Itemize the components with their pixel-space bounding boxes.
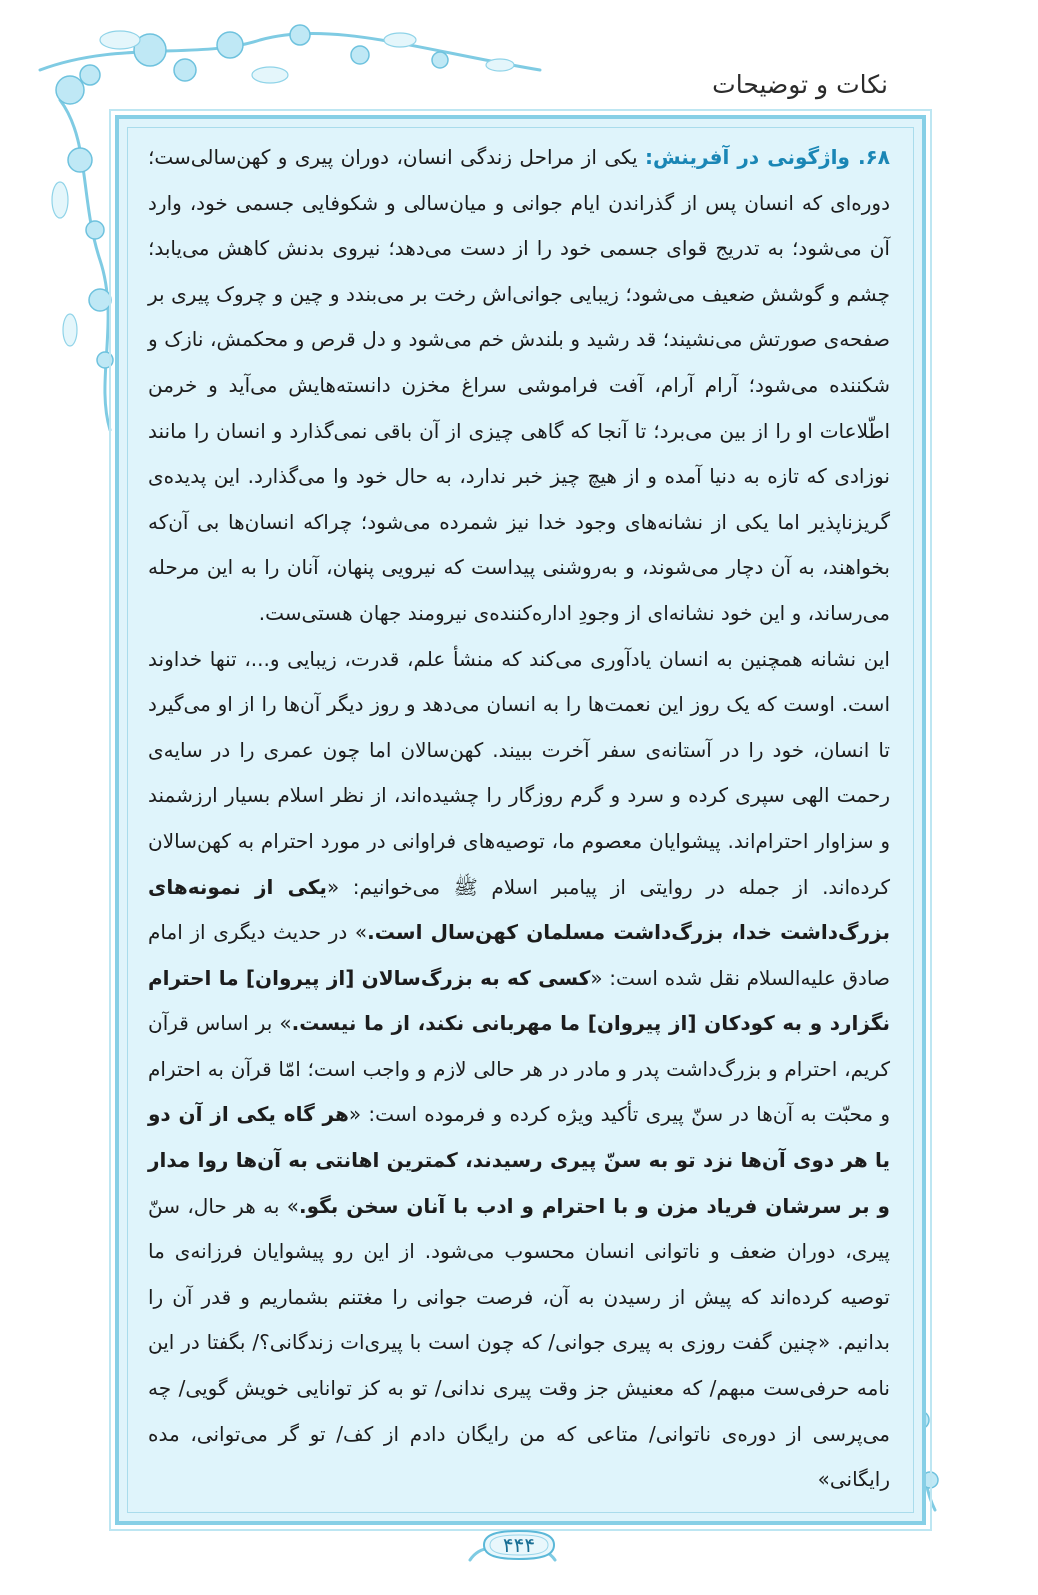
page-number: ۴۴۴ [502, 1533, 536, 1557]
note-paragraph-1 [148, 135, 890, 637]
hadith-quote-1: یکی از نمونه‌های بزرگ‌داشت خدا، بزرگ‌داشت مسلمان کهن‌سال است. [148, 874, 890, 945]
note-paragraph-1-text: یکی از مراحل زندگی انسان، دوران پیری و کهن‌سالی‌ست؛ دوره‌ای که انسان پس از گذراندن ایام جوانی و میان‌سالی و شکوفایی جسمی خود، وارد آن می‌شود؛ به تدریج قوای جسمی خود را از دست می‌دهد؛ نیروی بدنش کاهش می‌یابد؛ چشم و گوشش ضعیف می‌شود؛ زیبایی جوانی‌اش رخت بر می‌بندد و چین و چروک پیری بر صفحه‌ی صورتش می‌نشیند؛ قد رشید و بلندش خم می‌شود و دل قرص و محکمش، نازک و شکننده می‌شود؛ آرام آرام، آفت فراموشی سراغ مخزن دانسته‌هایش می‌آید و خرمن اطّلاعات او را از بین می‌برد؛ تا آنجا که گاهی چیزی از آن باقی نمی‌گذارد و انسان را مانند نوزادی که تازه به دنیا آمده و از هیچ چیز خبر ندارد، به حال خود وا می‌گذارد. این پدیده‌ی گریزناپذیر اما یکی از نشانه‌های وجود خدا نیز شمرده می‌شود؛ چراکه انسان‌ها بی آن‌که بخواهند، به آن دچار می‌شوند، و به‌روشنی پیداست که نیرویی پنهان، آنان را به این مرحله می‌رساند، و این خود نشانه‌ای از وجودِ اداره‌کننده‌ی نیرومند جهان هستی‌ست. [148, 145, 890, 625]
quran-quote: هر گاه یکی از آن دو یا هر دوی آن‌ها نزد تو به سنّ پیری رسیدند، کمترین اهانتی به آن‌ها روا مدار و بر سرشان فریاد مزن و با احترام و ادب با آنان سخن بگو. [148, 1102, 890, 1218]
note-paragraph-2-part-c: » در حدیث دیگری از امام صادق علیه‌السلام نقل شده است: « [148, 920, 890, 990]
hadith-quote-2: کسی که به بزرگ‌سالان [از پیروان] ما احترام نگزارد و به کودکان [از پیروان] ما مهربانی نکند، از ما نیست. [148, 965, 890, 1036]
note-content [148, 135, 890, 1503]
note-paragraph-2-part-e: » بر اساس قرآن کریم، احترام و بزرگ‌داشت پدر و مادر در هر حالی لازم و واجب است؛ امّا قرآن به احترام و محبّت به آن‌ها در سنّ پیری تأکید ویژه کرده و فرموده است: « [148, 1011, 891, 1127]
note-paragraph-2 [148, 637, 890, 1503]
note-paragraph-2-part-a: این نشانه همچنین به انسان یادآوری می‌کند که منشأ علم، قدرت، زیبایی و...، تنها خداوند است. اوست که یک روز این نعمت‌ها را به انسان می‌دهد و روز دیگر آن‌ها را از او می‌گیرد تا انسان، خود را در آستانه‌ی سفر آخرت ببیند. کهن‌سالان اما چون عمری را در سایه‌ی رحمت الهی سپری کرده و سرد و گرم روزگار را چشیده‌اند، از نظر اسلام بسیار ارزشمند و سزاوار احترام‌اند. پیشوایان معصوم ما، توصیه‌های فراوانی در مورد احترام به کهن‌سالان کرده‌اند. از جمله در روایتی از پیامبر اسلام ﷺ می‌خوانیم: « [148, 646, 890, 899]
note-paragraph-2-part-g: » به هر حال، سنّ پیری، دوران ضعف و ناتوانی انسان محسوب می‌شود. از این رو پیشوایان فرزانه‌ی ما توصیه کرده‌اند که پیش از رسیدن به آن، فرصت جوانی را مغتنم بشماریم و قدر آن را بدانیم. «چنین گفت روزی به پیری جوانی/ که چون است با پیری‌ات زندگانی؟/ بگفتا در این نامه حرفی‌ست مبهم/ که معنیش جز وقت پیری ندانی/ تو به کز توانایی خویش گویی/ چه می‌پرسی از دوره‌ی ناتوانی/ متاعی که من رایگان دادم از کف/ تو گر می‌توانی، مده رایگانی» [148, 1193, 890, 1492]
note-number-title: ۶۸. واژگونی در آفرینش: [645, 145, 890, 169]
section-title: نکات و توضیحات [712, 70, 888, 99]
